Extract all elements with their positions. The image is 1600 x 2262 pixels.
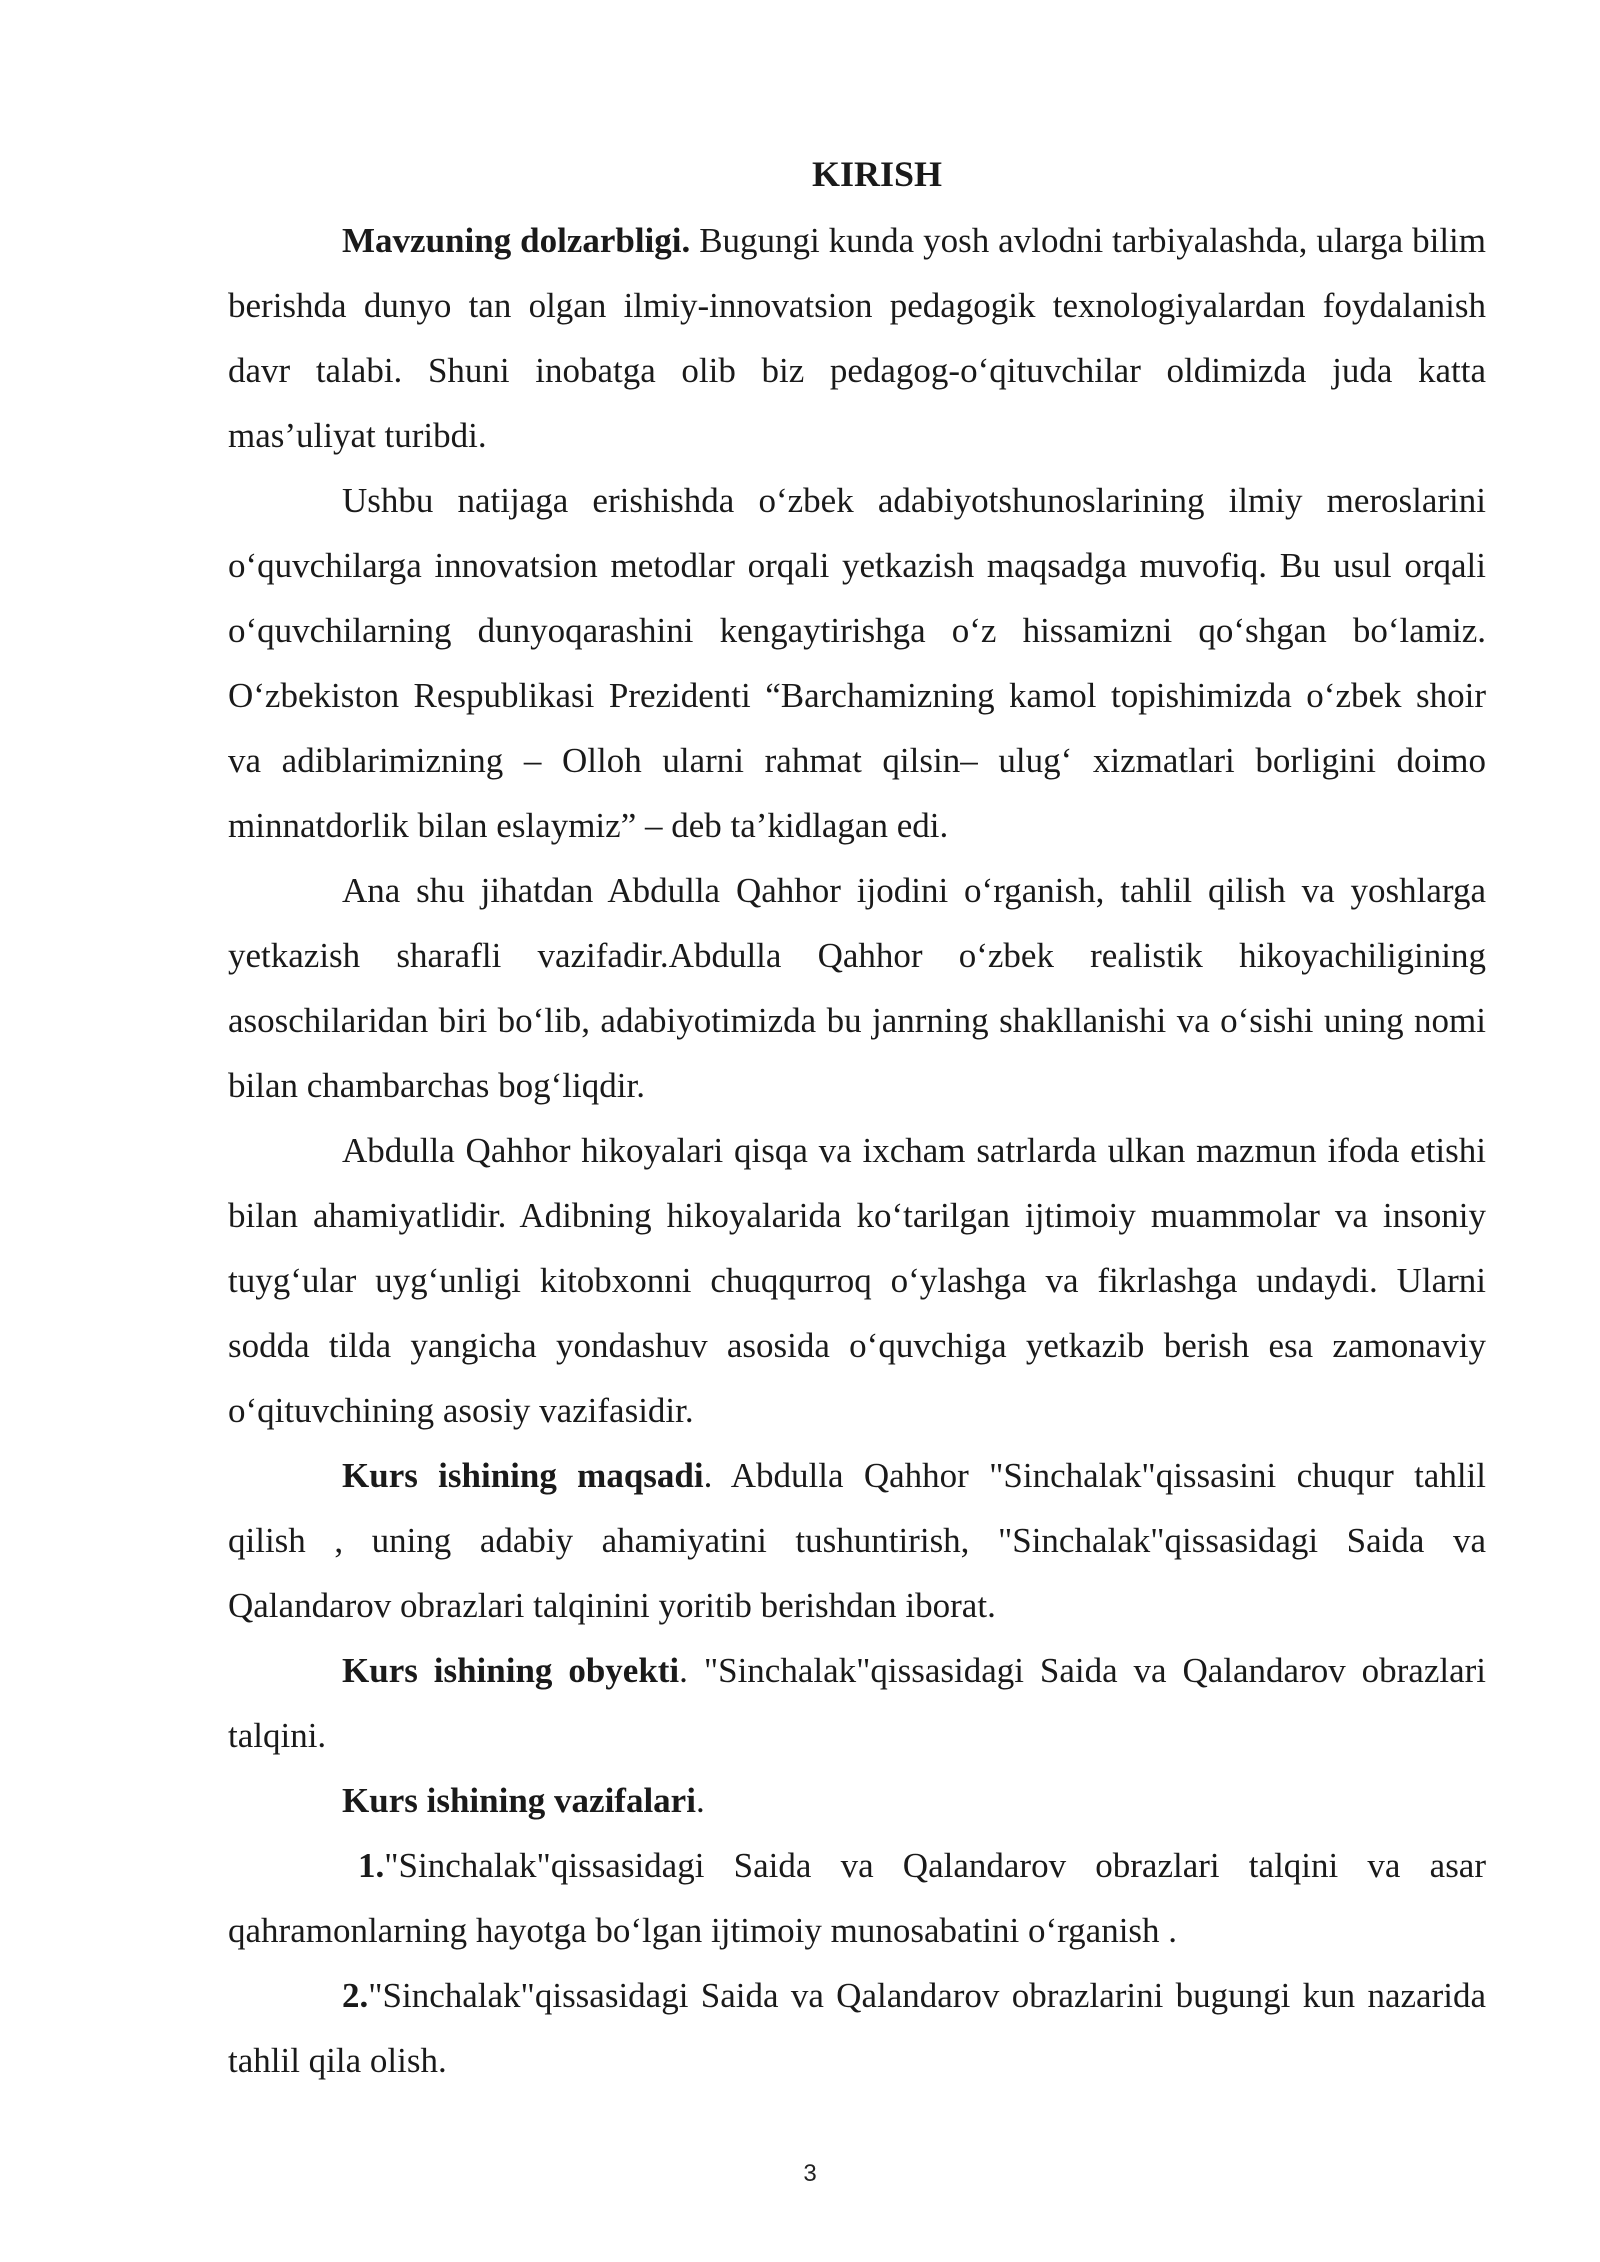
page-title: KIRISH: [811, 154, 943, 194]
paragraph-heritage: [228, 468, 1486, 858]
document-page: [228, 148, 1486, 2093]
paragraph-text: Ushbu natijaga erishishda o‘zbek adabiyotshunoslarining ilmiy meroslarini o‘quvchilarga innovatsion metodlar orqali yetkazish maqsadga muvofiq. Bu usul orqali o‘quvchilarning dunyoqarashini kengaytirishga o‘z hissamizni qo‘shgan bo‘lamiz. O‘zbekiston Respublikasi Prezidenti “Barchamizning kamol topishimizda o‘zbek shoir va adiblarimizning – Olloh ularni rahmat qilsin– ulug‘ xizmatlari borligini doimo minnatdorlik bilan eslaymiz” – deb ta’kidlagan edi.: [228, 481, 1486, 845]
paragraph-relevance: [228, 208, 1486, 468]
task-number: 2.: [342, 1976, 369, 2015]
paragraph-label: Kurs ishining obyekti: [342, 1651, 680, 1690]
task-item-2: [228, 1963, 1486, 2093]
paragraph-text: Bugungi kunda yosh avlodni tarbiyalashda, ularga bilim berishda dunyo tan olgan ilmiy-innovatsion pedagogik texnologiyalardan foydalanish davr talabi. Shuni inobatga olib biz pedagog-o‘qituvchilar oldimizda juda katta mas’uliyat turibdi.: [228, 221, 1486, 455]
paragraph-qahhor-study: [228, 858, 1486, 1118]
paragraph-label: Kurs ishining maqsadi: [342, 1456, 704, 1495]
task-item-1: [228, 1833, 1486, 1963]
paragraph-text: . "Sinchalak"qissasidagi Saida va Qalandarov obrazlari talqini.: [228, 1651, 1486, 1755]
paragraph-label: Kurs ishining vazifalari: [342, 1781, 696, 1820]
task-number: 1.: [358, 1846, 385, 1885]
task-text: "Sinchalak"qissasidagi Saida va Qalandarov obrazlari talqini va asar qahramonlarning hayotga bo‘lgan ijtimoiy munosabatini o‘rganish .: [228, 1846, 1486, 1950]
paragraph-label: Mavzuning dolzarbligi.: [342, 221, 691, 260]
paragraph-text: . Abdulla Qahhor "Sinchalak"qissasini chuqur tahlil qilish , uning adabiy ahamiyatini tushuntirish, "Sinchalak"qissasidagi Saida va Qalandarov obrazlari talqinini yoritib berishdan iborat.: [228, 1456, 1487, 1625]
paragraph-text: .: [695, 1781, 705, 1820]
paragraph-goal: [228, 1443, 1486, 1638]
page-number: 3: [803, 2160, 817, 2187]
task-text: "Sinchalak"qissasidagi Saida va Qalandarov obrazlarini bugungi kun nazarida tahlil qila olish.: [228, 1976, 1486, 2080]
paragraph-tasks-heading: [228, 1768, 1486, 1833]
paragraph-object: [228, 1638, 1486, 1768]
paragraph-stories: [228, 1118, 1486, 1443]
paragraph-text: Abdulla Qahhor hikoyalari qisqa va ixcham satrlarda ulkan mazmun ifoda etishi bilan ahamiyatlidir. Adibning hikoyalarida ko‘tarilgan ijtimoiy muammolar va insoniy tuyg‘ular uyg‘unligi kitobxonni chuqqurroq o‘ylashga va fikrlashga undaydi. Ularni sodda tilda yangicha yondashuv asosida o‘quvchiga yetkazib berish esa zamonaviy o‘qituvchining asosiy vazifasidir.: [228, 1131, 1486, 1430]
paragraph-text: Ana shu jihatdan Abdulla Qahhor ijodini o‘rganish, tahlil qilish va yoshlarga yetkazish sharafli vazifadir.Abdulla Qahhor o‘zbek realistik hikoyachiligining asoschilaridan biri bo‘lib, adabiyotimizda bu janrning shakllanishi va o‘sishi uning nomi bilan chambarchas bog‘liqdir.: [228, 871, 1486, 1105]
